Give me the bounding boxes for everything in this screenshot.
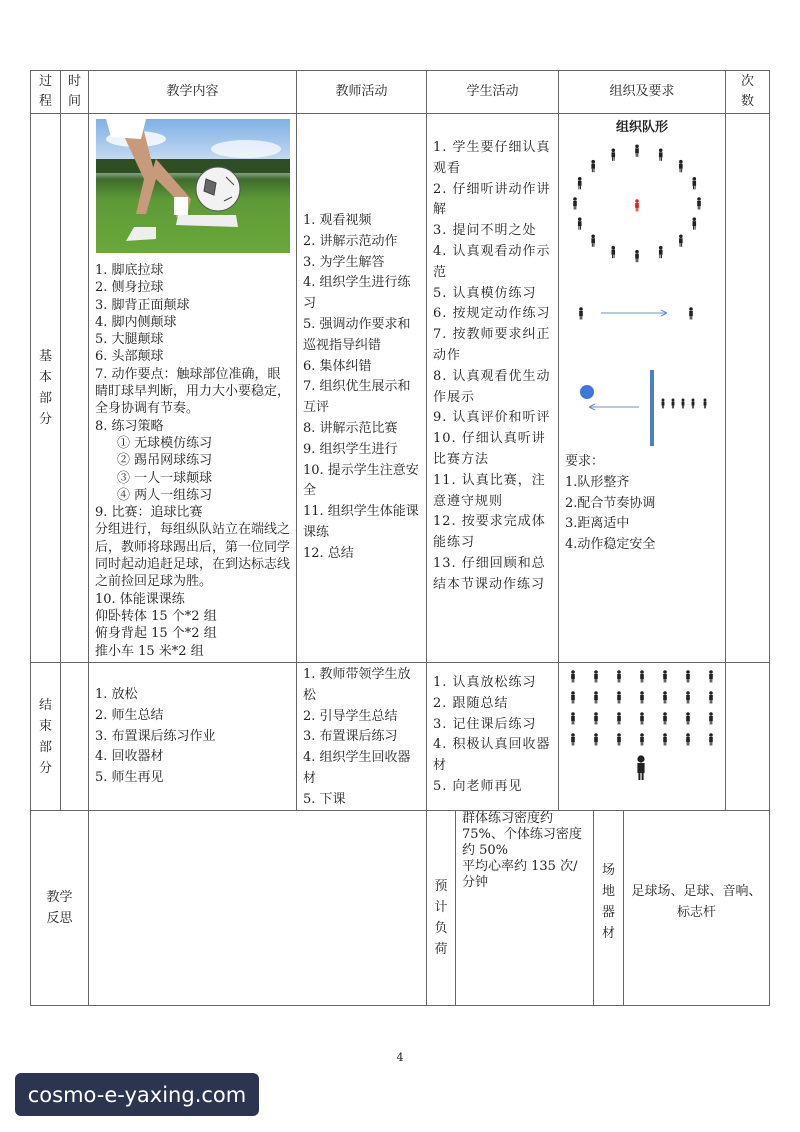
teacher-activity-item: 3. 布置课后练习	[303, 729, 398, 745]
requirement-item: 2.配合节奏协调	[565, 495, 656, 511]
teacher-activity-item: 4. 组织学生回收器材	[303, 750, 411, 786]
student-figure	[686, 712, 690, 724]
student-figure	[571, 670, 575, 682]
student-figure	[662, 399, 665, 409]
strategy-item: ② 踢吊网球练习	[117, 453, 213, 469]
venue-label-cell: 场地器材	[593, 810, 624, 1006]
load-text-line: 群体练习密度约75%、个体练习密度约 50%	[462, 811, 582, 858]
student-activity-item: 5. 认真模仿练习	[433, 285, 537, 301]
student-activity-item: 2. 仔细听讲动作讲解	[433, 181, 551, 218]
student-figure	[594, 691, 598, 703]
content-item: 1. 放松	[95, 687, 138, 702]
student-figure	[579, 307, 583, 319]
formation-diagram	[559, 134, 725, 454]
strategy-item: ③ 一人一球颠球	[117, 470, 213, 486]
student-figure	[692, 177, 696, 189]
student-activity-item: 12. 按要求完成体能练习	[433, 514, 546, 551]
load-label-cell: 预计负荷	[426, 810, 456, 1006]
student-figure	[611, 246, 615, 258]
header-student: 学生活动	[426, 70, 559, 114]
ending-count-cell	[725, 662, 770, 811]
teacher-activity-item: 7. 组织优生展示和互评	[303, 379, 411, 416]
strategy-item: ④ 两人一组练习	[117, 487, 213, 503]
org-title: 组织队形	[615, 120, 668, 135]
teacher-activity-item: 4. 组织学生进行练习	[303, 275, 411, 312]
student-figure	[594, 712, 598, 724]
student-figure	[686, 691, 690, 703]
student-activity-item: 10. 仔细认真听讲比赛方法	[433, 431, 546, 467]
teacher-activity-item: 1. 观看视频	[303, 213, 372, 228]
content-item: 7. 动作要点：触球部位准确，眼睛盯球早判断，用力大小要稳定，全身协调有节奏。	[95, 366, 291, 417]
student-figure	[663, 712, 667, 724]
content-item: 4. 脚内侧颠球	[95, 314, 177, 330]
student-figure	[591, 234, 595, 246]
basic-org-cell	[558, 113, 726, 663]
student-figure	[663, 670, 667, 682]
content-item: 1. 脚底拉球	[95, 263, 164, 278]
student-figure	[697, 197, 701, 209]
student-figure	[571, 733, 575, 745]
requirements-label: 要求：	[565, 454, 605, 469]
student-activity-item: 3. 提问不明之处	[433, 223, 537, 239]
content-item: 6. 头部颠球	[95, 349, 164, 365]
student-figure	[635, 145, 639, 157]
marker-pole	[650, 370, 654, 446]
load-text-cell	[455, 810, 594, 1006]
student-figure	[709, 691, 713, 703]
content-item: 4. 回收器材	[95, 749, 164, 765]
student-figure	[709, 670, 713, 682]
student-figure	[686, 733, 690, 745]
ending-org-cell	[558, 662, 726, 811]
student-figure	[679, 160, 683, 172]
requirement-item: 1.队形整齐	[565, 474, 630, 490]
student-figure	[689, 307, 693, 319]
student-figure	[640, 670, 644, 682]
requirement-item: 3.距离适中	[565, 516, 630, 532]
student-activity-item: 13. 仔细回顾和总结本节课动作练习	[433, 555, 546, 592]
basic-student-cell	[426, 113, 559, 663]
student-figure	[617, 712, 621, 724]
teacher-activity-item: 1. 教师带领学生放松	[303, 667, 411, 703]
content-item: 仰卧转体 15 个*2 组	[95, 608, 217, 624]
teacher-activity-item: 5. 强调动作要求和巡视指导纠错	[303, 316, 411, 353]
watermark: cosmo-e-yaxing.com	[15, 1073, 259, 1116]
basic-label-cell: 基本部分	[30, 113, 61, 663]
student-figure	[686, 670, 690, 682]
ending-student-cell	[426, 662, 559, 811]
student-activity-item: 7. 按教师要求纠正动作	[433, 327, 551, 363]
requirement-item: 4.动作稳定安全	[565, 537, 656, 553]
header-time: 时间	[60, 70, 89, 114]
teacher-activity-item: 12. 总结	[303, 545, 354, 561]
student-figure	[617, 670, 621, 682]
content-item: 9. 比赛：追球比赛	[95, 505, 203, 521]
ending-formation-diagram	[559, 663, 725, 810]
content-item: 2. 师生总结	[95, 707, 164, 723]
requirements	[559, 450, 661, 558]
student-figure	[679, 234, 683, 246]
content-item: 2. 侧身拉球	[95, 280, 164, 296]
student-figure	[682, 399, 685, 409]
student-activity-item: 2. 跟随总结	[433, 695, 509, 711]
student-figure	[692, 217, 696, 229]
reflection-label-cell: 教学反思	[30, 810, 89, 1006]
student-figure	[672, 399, 675, 409]
basic-teacher-cell	[296, 113, 427, 663]
soccer-photo	[96, 119, 290, 253]
teacher-activity-item: 8. 讲解示范比赛	[303, 420, 398, 436]
content-item: 10. 体能课课练	[95, 591, 185, 607]
student-figure	[591, 160, 595, 172]
student-activity-item: 8. 认真观看优生动作展示	[433, 368, 551, 405]
student-figure	[663, 733, 667, 745]
header-teacher: 教师活动	[296, 70, 427, 114]
venue-cell	[623, 810, 770, 1006]
strategy-item: ① 无球模仿练习	[117, 435, 213, 451]
content-item: 3. 布置课后练习作业	[95, 728, 216, 744]
student-activity-item: 9. 认真评价和听评	[433, 410, 551, 426]
reflection-content-cell	[88, 810, 427, 1006]
student-figure	[611, 149, 615, 161]
student-figure	[659, 149, 663, 161]
student-figure	[663, 691, 667, 703]
teacher-activity-item: 2. 引导学生总结	[303, 708, 398, 724]
basic-count-cell	[725, 113, 770, 663]
student-figure	[594, 670, 598, 682]
header-count: 次数	[725, 70, 770, 114]
student-figure	[659, 246, 663, 258]
student-activity-item: 4. 积极认真回收器材	[433, 737, 551, 774]
content-item: 俯身背起 15 个*2 组	[95, 626, 217, 642]
venue-text: 足球场、足球、音响、标志杆	[631, 884, 762, 920]
student-figure	[578, 177, 582, 189]
student-figure	[578, 217, 582, 229]
student-figure	[571, 691, 575, 703]
header-org: 组织及要求	[558, 70, 726, 114]
student-figure	[617, 691, 621, 703]
load-text-line: 平均心率约 135 次/分钟	[462, 859, 578, 890]
teacher-activity-item: 10. 提示学生注意安全	[303, 462, 419, 499]
student-figure	[637, 755, 644, 780]
content-item: 8. 练习策略	[95, 418, 164, 434]
student-figure	[635, 199, 639, 211]
student-figure	[635, 250, 639, 262]
student-activity-item: 1. 认真放松练习	[433, 675, 537, 690]
header-content: 教学内容	[88, 70, 297, 114]
ending-label-cell: 结束部分	[30, 662, 61, 811]
student-activity-item: 5. 向老师再见	[433, 778, 523, 794]
content-item: 3. 脚背正面颠球	[95, 297, 190, 313]
basic-time-cell	[60, 113, 89, 663]
teacher-activity-item: 6. 集体纠错	[303, 358, 372, 374]
student-figure	[709, 712, 713, 724]
teacher-activity-item: 11. 组织学生体能课课练	[303, 504, 419, 540]
student-activity-item: 3. 记住课后练习	[433, 716, 537, 732]
ending-time-cell	[60, 662, 89, 811]
student-figure	[704, 399, 707, 409]
teacher-activity-item: 5. 下课	[303, 791, 346, 807]
student-activity-item: 11. 认真比赛，注意遵守规则	[433, 472, 546, 509]
teacher-activity-item: 2. 讲解示范动作	[303, 233, 398, 249]
student-figure	[571, 712, 575, 724]
teacher-activity-item: 3. 为学生解答	[303, 254, 385, 270]
content-item: 分组进行，每组纵队站立在端线之后，教师将球踢出后，第一位同学同时起动追赶足球，在到达标志线之前捡回足球为胜。	[95, 522, 291, 590]
student-figure	[594, 733, 598, 745]
student-activity-item: 6. 按规定动作练习	[433, 306, 551, 322]
content-item: 推小车 15 米*2 组	[95, 643, 204, 659]
ending-teacher-cell	[296, 662, 427, 811]
student-figure	[617, 733, 621, 745]
student-figure	[692, 399, 695, 409]
student-figure	[709, 733, 713, 745]
student-figure	[640, 712, 644, 724]
ending-content-cell	[88, 662, 297, 811]
student-figure	[640, 691, 644, 703]
content-item: 5. 师生再见	[95, 770, 164, 786]
page-number: 4	[396, 1051, 404, 1064]
content-item: 5. 大腿颠球	[95, 332, 164, 348]
student-figure	[640, 733, 644, 745]
student-activity-item: 4. 认真观看动作示范	[433, 243, 551, 280]
ball-icon	[580, 385, 594, 399]
header-process: 过程	[30, 70, 61, 114]
student-figure	[573, 197, 577, 209]
student-activity-item: 1. 学生要仔细认真观看	[433, 140, 551, 176]
teacher-activity-item: 9. 组织学生进行	[303, 441, 398, 457]
